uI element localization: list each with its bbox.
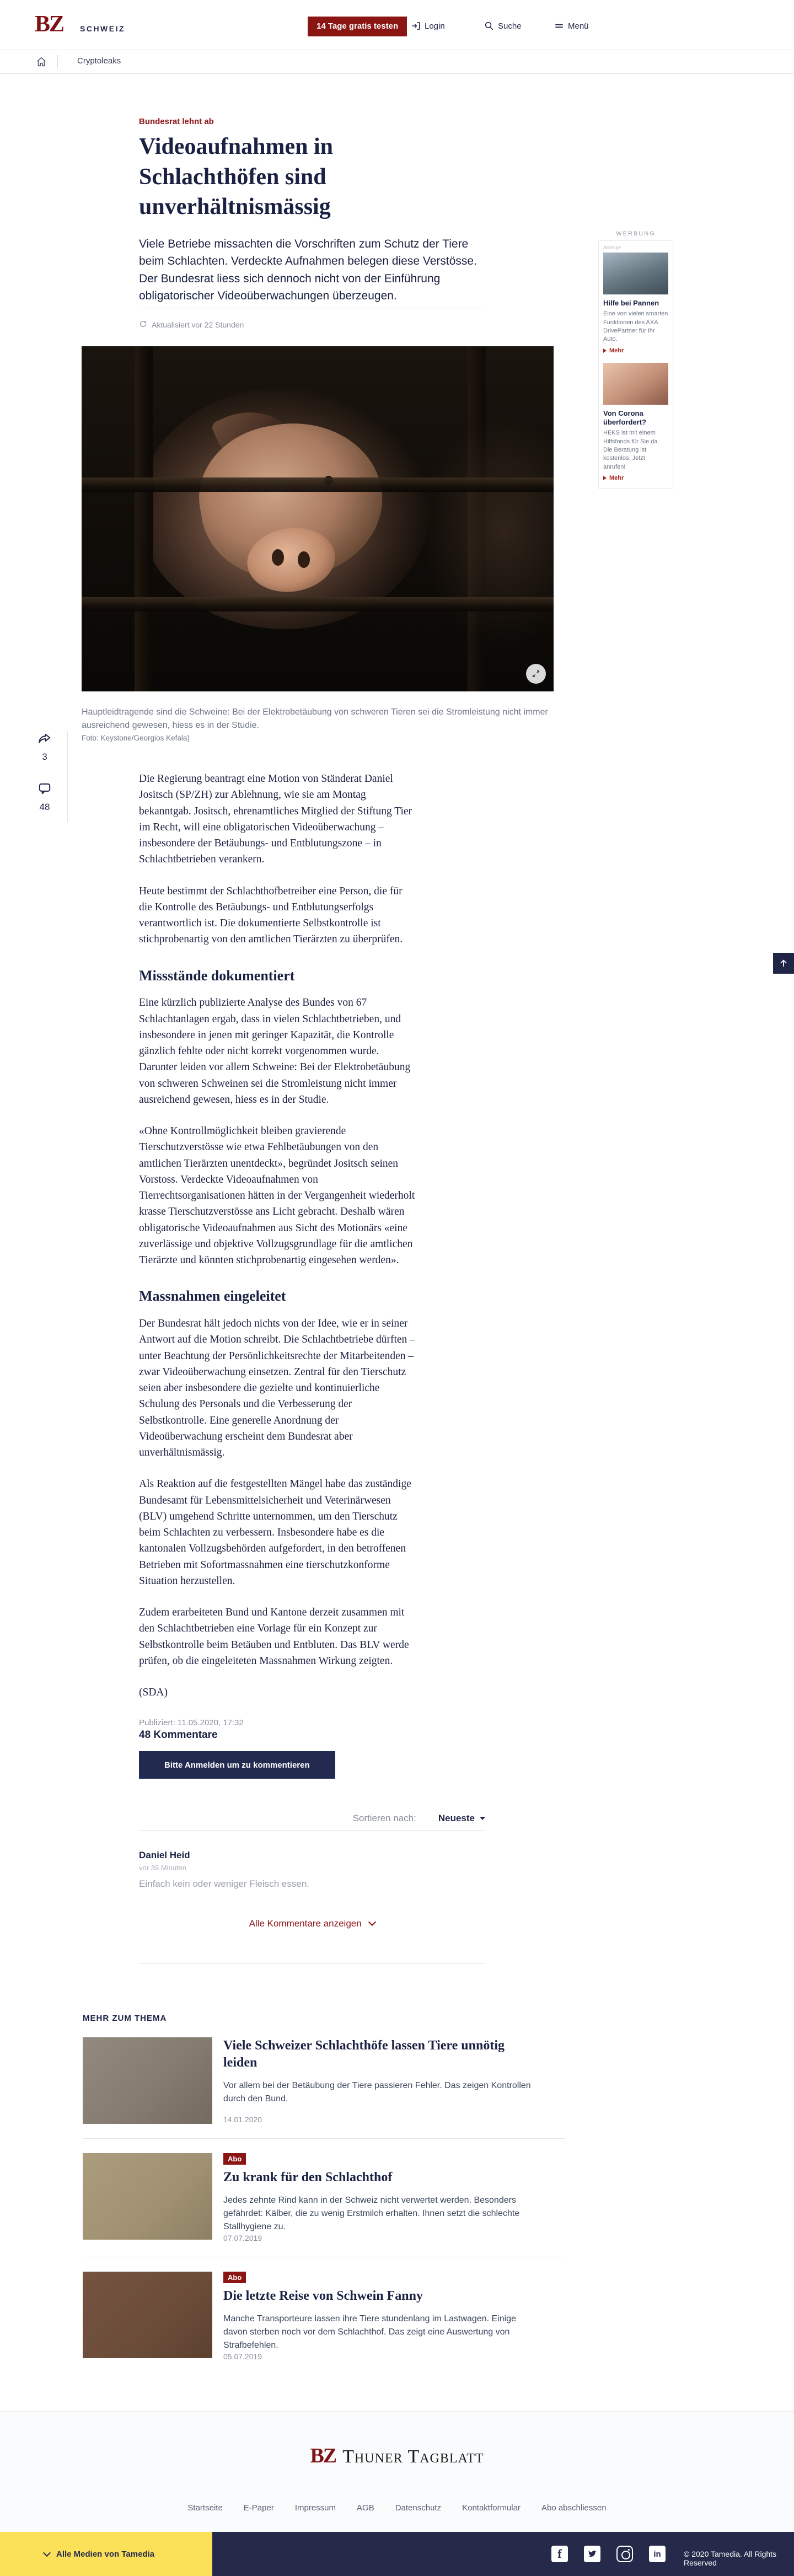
related-section <box>83 2014 565 2375</box>
footer-logo-name: Thuner Tagblatt <box>342 2446 484 2467</box>
bz-logo[interactable]: BZ <box>35 12 64 37</box>
article-kicker: Bundesrat lehnt ab <box>139 117 214 126</box>
footer-logo[interactable] <box>0 2444 794 2468</box>
related-date: 05.07.2019 <box>223 2352 262 2362</box>
tamedia-toggle[interactable] <box>0 2532 212 2576</box>
trial-button[interactable]: 14 Tage gratis testen <box>308 17 407 36</box>
image-caption-block <box>82 706 554 742</box>
paragraph: Der Bundesrat hält jedoch nichts von der Idee, wie er in seiner Antwort auf die Motion schreibt. Die Schlachtbetriebe dürften – unter Beachtung der Persönlichkeitsrechte der Mitarbeitenden – zwar Videoüberwachung einsetzen. Zentral für den Tierschutz seien aber insbesondere die gezielte und kontinuierliche Schulung des Personals und die Verbesserung der Selbstkontrolle. Eine generelle Anordnung der Videoüberwachung erscheint dem Bundesrat aber unverhältnismässig. <box>139 1318 415 1459</box>
share-button[interactable] <box>22 731 67 763</box>
menu-icon <box>554 21 564 31</box>
ad-body: HEKS ist mit einem Hilfsfonds für Sie da. Die Beratung ist kostenlos. Jetzt anrufen! <box>603 430 659 470</box>
share-icon <box>37 731 52 748</box>
tamedia-bar <box>0 2532 794 2576</box>
related-body <box>223 2272 532 2361</box>
photo-shape <box>298 551 310 568</box>
related-body <box>223 2037 532 2124</box>
ad-image[interactable] <box>603 363 668 405</box>
paragraph: «Ohne Kontrollmöglichkeit bleiben gravierende Tierschutzverstösse wie etwa Fehlbetäubungen von den amtlichen Tierärzten unentdeckt», begründet Jositsch seinen Vorstoss. Verdeckte Videoaufnahmen von Tierrechtsorganisationen hätten in der Vergangenheit wiederholt krasse Tierschutzverstösse ans Licht gebracht. Deshalb wären obligatorische Videoaufnahmen aus Sicht des Motionärs «eine zuverlässige und objektive Vollzugsgrundlage für die amtlichen Tierärzte und könnten stichprobenartig eingesehen werden». <box>139 1125 415 1266</box>
image-credit: Foto: Keystone/Georgios Kefala) <box>82 734 190 742</box>
chevron-down-icon <box>480 1817 485 1820</box>
comment-author: Daniel Heid <box>139 1850 190 1860</box>
breadcrumb-current[interactable]: Cryptoleaks <box>77 56 121 66</box>
triangle-right-icon <box>603 348 607 353</box>
footer-link[interactable]: Kontaktformular <box>462 2503 521 2513</box>
related-title[interactable]: Zu krank für den Schlachthof <box>223 2170 393 2185</box>
comment-icon <box>37 781 52 798</box>
chevron-down-icon <box>368 1918 376 1926</box>
social-links <box>551 2546 666 2562</box>
photo-shape <box>82 477 554 492</box>
comment-login-button[interactable]: Bitte Anmelden um zu kommentieren <box>139 1751 335 1779</box>
hero-image <box>82 346 554 691</box>
related-thumbnail[interactable] <box>83 2272 212 2358</box>
ad-more-link[interactable] <box>603 475 668 481</box>
related-teaser: Manche Transporteure lassen ihre Tiere stundenlang im Lastwagen. Einige davon sterben noch vor dem Schlachthof. Das zeigt eine Auswertung von Strafbefehlen. <box>223 2314 516 2350</box>
divider <box>139 1963 485 1964</box>
search-button[interactable] <box>484 21 522 31</box>
page-footer <box>0 2411 794 2532</box>
ad-more-link[interactable] <box>603 347 668 354</box>
related-article[interactable] <box>83 2023 565 2138</box>
section-label: SCHWEIZ <box>80 24 126 33</box>
comment-item <box>139 1850 485 1890</box>
sort-label: Sortieren nach: <box>352 1813 416 1823</box>
comment-count: 48 <box>39 802 50 812</box>
related-body <box>223 2153 532 2242</box>
subheading: Massnahmen eingeleitet <box>139 1288 286 1305</box>
search-icon <box>484 21 494 31</box>
published-timestamp: Publiziert: 11.05.2020, 17:32 <box>139 1718 244 1728</box>
tamedia-label: Alle Medien von Tamedia <box>56 2549 155 2559</box>
paragraph: Zudem erarbeiteten Bund und Kantone derzeit zusammen mit den Schlachtbetrieben eine Vorlage für ein Konzept zur Selbstkontrolle beim Betäuben und Entbluten. Das BLV werde prüfen, ob die eingeleiteten Massnahmen Wirkung zeigten. <box>139 1607 409 1667</box>
paragraph: Eine kürzlich publizierte Analyse des Bundes von 67 Schlachtanlagen ergab, dass in vielen Schlachtbetrieben, und insbesondere in jenen mit geringer Kapazität, die Kontrolle gänzlich fehlte oder nicht korrekt vorgenommen wurde. Darunter leiden vor allem Schweine: Bei der Elektrobetäubung von schweren Schweinen sei die Stromleistung nicht immer ausreichend gewesen, hiess es in der Studie. <box>139 997 411 1105</box>
article-body <box>139 771 417 1730</box>
footer-link[interactable]: AGB <box>357 2503 374 2513</box>
instagram-icon[interactable] <box>616 2546 633 2562</box>
show-all-label: Alle Kommentare anzeigen <box>249 1918 362 1929</box>
footer-link[interactable]: Abo abschliessen <box>541 2503 607 2513</box>
share-rail <box>22 731 68 822</box>
footer-link[interactable]: E-Paper <box>243 2503 274 2513</box>
expand-icon <box>532 669 540 678</box>
comments-heading: 48 Kommentare <box>139 1729 218 1741</box>
menu-label: Menü <box>568 21 589 31</box>
footer-link[interactable]: Impressum <box>294 2503 336 2513</box>
ad-tag: Anzeige <box>603 245 621 250</box>
login-icon <box>411 21 421 31</box>
paragraph: Als Reaktion auf die festgestellten Mängel habe das zuständige Bundesamt für Lebensmittelsicherheit und Veterinärwesen (BLV) umgehend Schritte unternommen, um den Tierschutz beim Schlachten zu verbessern. Insbesondere habe es die kantonalen Vollzugsbehörden aufgefordert, in den betroffenen Betrieben mit Sofortmassnahmen eine tierschutzkonforme Situation herzustellen. <box>139 1478 411 1587</box>
related-date: 07.07.2019 <box>223 2234 262 2243</box>
refresh-icon <box>139 320 147 330</box>
related-teaser: Vor allem bei der Betäubung der Tiere passieren Fehler. Das zeigen Kontrollen durch den Bund. <box>223 2081 531 2104</box>
related-title[interactable]: Die letzte Reise von Schwein Fanny <box>223 2289 423 2304</box>
back-to-top-button[interactable] <box>773 953 794 974</box>
login-button[interactable] <box>411 21 445 31</box>
sort-dropdown[interactable] <box>438 1813 485 1824</box>
ad-title[interactable]: Hilfe bei Pannen <box>603 299 659 307</box>
search-label: Suche <box>498 21 522 31</box>
sort-value: Neueste <box>438 1813 475 1823</box>
ad-card <box>598 240 673 489</box>
article-header <box>139 117 492 316</box>
facebook-icon[interactable] <box>551 2546 568 2562</box>
copyright-text: © 2020 Tamedia. All Rights Reserved <box>684 2550 777 2567</box>
linkedin-glyph: in <box>653 2549 661 2559</box>
ad-cta-label: Mehr <box>609 347 624 354</box>
paragraph: Die Regierung beantragt eine Motion von Ständerat Daniel Jositsch (SP/ZH) zur Ablehnung, wie sie am Montag bekanntgab. Jositsch, ehrenamtliches Mitglied der Stiftung Tier im Recht, will eine obligatorischen Videoüberwachung – insbesondere der Betäubungs- und Entblutungszone – in Schlachtbetrieben verankern. <box>139 773 412 866</box>
article-lead: Viele Betriebe missachten die Vorschriften zum Schutz der Tiere beim Schlachten. Verdeckte Aufnahmen belegen diese Verstösse. Der Bundesrat liess sich dennoch nicht von der Einführung obligatorischer Videoüberwachungen überzeugen. <box>139 237 477 303</box>
comments-sort-row <box>139 1813 485 1831</box>
chevron-down-icon <box>43 2549 51 2557</box>
ad-image[interactable] <box>603 253 668 294</box>
related-thumbnail[interactable] <box>83 2037 212 2124</box>
show-all-comments-link[interactable] <box>139 1918 485 1929</box>
ad-title[interactable]: Von Corona überfordert? <box>603 409 646 427</box>
footer-logo-bz: BZ <box>310 2444 336 2467</box>
abo-badge: Abo <box>223 2272 246 2283</box>
ad-cta-label: Mehr <box>609 475 624 482</box>
related-teaser: Jedes zehnte Rind kann in der Schweiz nicht verwertet werden. Besonders gefährdet: Kälber, die zu wenig Erstmilch erhalten. Ihnen setzt die schlechte Stallhygiene zu. <box>223 2196 520 2232</box>
twitter-icon[interactable] <box>584 2546 600 2562</box>
breadcrumb <box>0 50 794 74</box>
arrow-up-icon <box>779 958 788 968</box>
comments-shortcut[interactable] <box>22 781 67 813</box>
article-meta <box>139 320 244 330</box>
abo-badge: Abo <box>223 2153 246 2165</box>
photo-shape <box>272 549 284 566</box>
comment-time: vor 39 Minuten <box>139 1864 186 1872</box>
related-thumbnail[interactable] <box>83 2153 212 2240</box>
ad-body: Eine von vielen smarten Funktionen des AXA DrivePartner für Ihr Auto. <box>603 310 668 343</box>
expand-image-button[interactable] <box>526 664 546 684</box>
menu-button[interactable] <box>554 21 589 31</box>
related-title[interactable]: Viele Schweizer Schlachthöfe lassen Tiere unnötig leiden <box>223 2038 505 2070</box>
related-article[interactable] <box>83 2257 565 2375</box>
footer-links <box>0 2503 794 2513</box>
subheading: Missstände dokumentiert <box>139 967 295 984</box>
article-title: Videoaufnahmen in Schlachthöfen sind unverhältnismässig <box>139 134 334 220</box>
related-heading: MEHR ZUM THEMA <box>83 2014 167 2023</box>
linkedin-icon[interactable] <box>649 2546 666 2562</box>
related-article[interactable] <box>83 2138 565 2257</box>
related-date: 14.01.2020 <box>223 2115 262 2124</box>
breadcrumb-divider <box>57 55 58 68</box>
triangle-right-icon <box>603 476 607 480</box>
image-caption: Hauptleidtragende sind die Schweine: Bei der Elektrobetäubung von schweren Tieren sei die Stromleistung nicht immer ausreichend gewesen, hiess es in der Studie. <box>82 707 548 730</box>
ad-sidebar <box>598 230 673 489</box>
login-label: Login <box>425 21 445 31</box>
comments-section <box>139 1729 485 1964</box>
photo-shape <box>82 597 554 611</box>
updated-label: Aktualisiert vor 22 Stunden <box>152 320 244 329</box>
home-icon[interactable] <box>35 56 47 71</box>
facebook-glyph: f <box>557 2547 562 2561</box>
footer-link[interactable]: Startseite <box>187 2503 223 2513</box>
paragraph: (SDA) <box>139 1687 168 1699</box>
footer-link[interactable]: Datenschutz <box>395 2503 442 2513</box>
paragraph: Heute bestimmt der Schlachthofbetreiber eine Person, die für die Kontrolle des Betäubungs- und Entblutungserfolgs verantwortlich ist. Die dokumentierte Selbstkontrolle ist stichprobenartig von den amtlichen Tierärzten zu überprüfen. <box>139 885 403 946</box>
site-header <box>0 0 794 50</box>
share-count: 3 <box>42 752 47 762</box>
photo-shape <box>135 346 153 691</box>
photo-shape <box>421 415 554 647</box>
ad-column-label: WERBUNG <box>616 230 656 237</box>
comment-text: Einfach kein oder weniger Fleisch essen. <box>139 1879 309 1889</box>
